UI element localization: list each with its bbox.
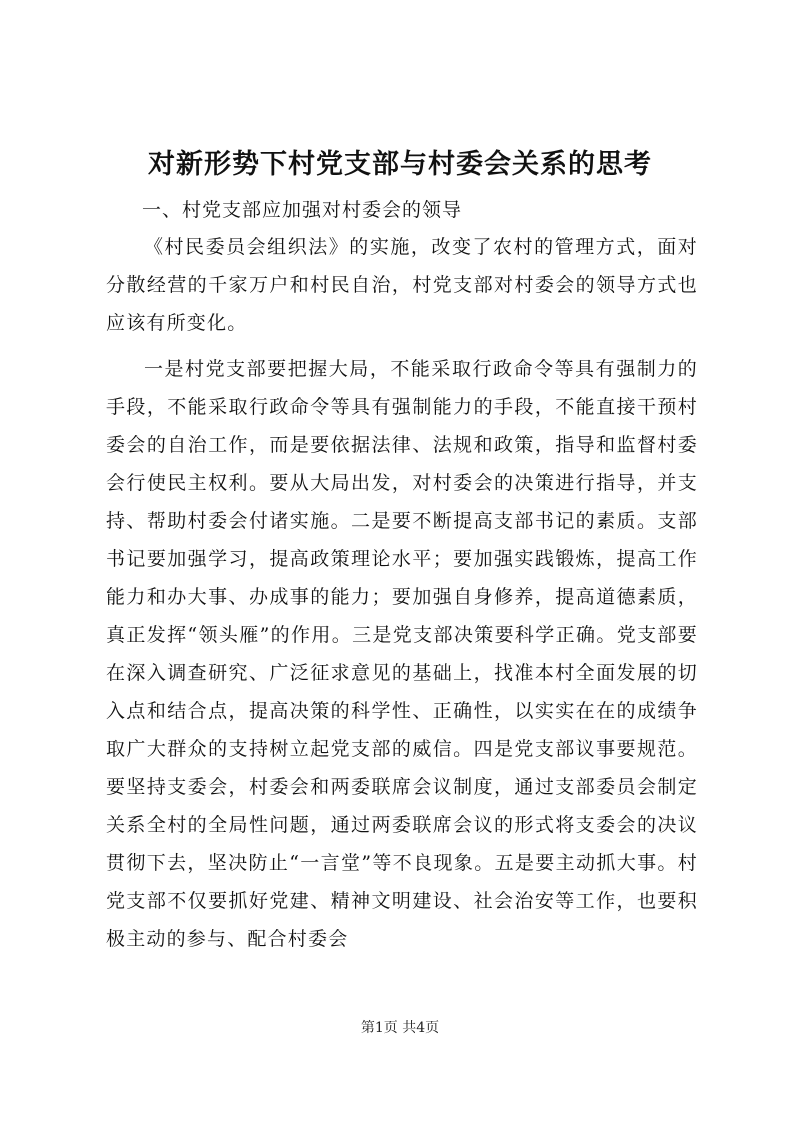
- paragraph-main: 一是村党支部要把握大局，不能采取行政命令等具有强制力的手段，不能采取行政命令等具有强制能力的手段，不能直接干预村委会的自治工作，而是要依据法律、法规和政策，指导和监督村委会行使民主权利。要从大局出发，对村委会的决策进行指导，并支持、帮助村委会付诸实施。二是要不断提高支部书记的素质。支部书记要加强学习，提高政策理论水平；要加强实践锻炼，提高工作能力和办大事、办成事的能力；要加强自身修养，提高道德素质，真正发挥“领头雁”的作用。三是党支部决策要科学正确。党支部要在深入调查研究、广泛征求意见的基础上，找准本村全面发展的切入点和结合点，提高决策的科学性、正确性，以实实在在的成绩争取广大群众的支持树立起党支部的威信。四是党支部议事要规范。要坚持支委会，村委会和两委联席会议制度，通过支部委员会制定关系全村的全局性问题，通过两委联席会议的形式将支委会的决议贯彻下去，坚决防止“一言堂”等不良现象。五是要主动抓大事。村党支部不仅要抓好党建、精神文明建设、社会治安等工作，也要积极主动的参与、配合村委会: [106, 358, 698, 950]
- paragraph-intro: 《村民委员会组织法》的实施，改变了农村的管理方式，面对分散经营的千家万户和村民自治，村党支部对村委会的领导方式也应该有所变化。: [106, 236, 698, 334]
- section-heading: 一、村党支部应加强对村委会的领导: [142, 199, 463, 221]
- page-footer: 第1页 共4页: [360, 1020, 440, 1036]
- document-title: 对新形势下村党支部与村委会关系的思考: [148, 149, 652, 180]
